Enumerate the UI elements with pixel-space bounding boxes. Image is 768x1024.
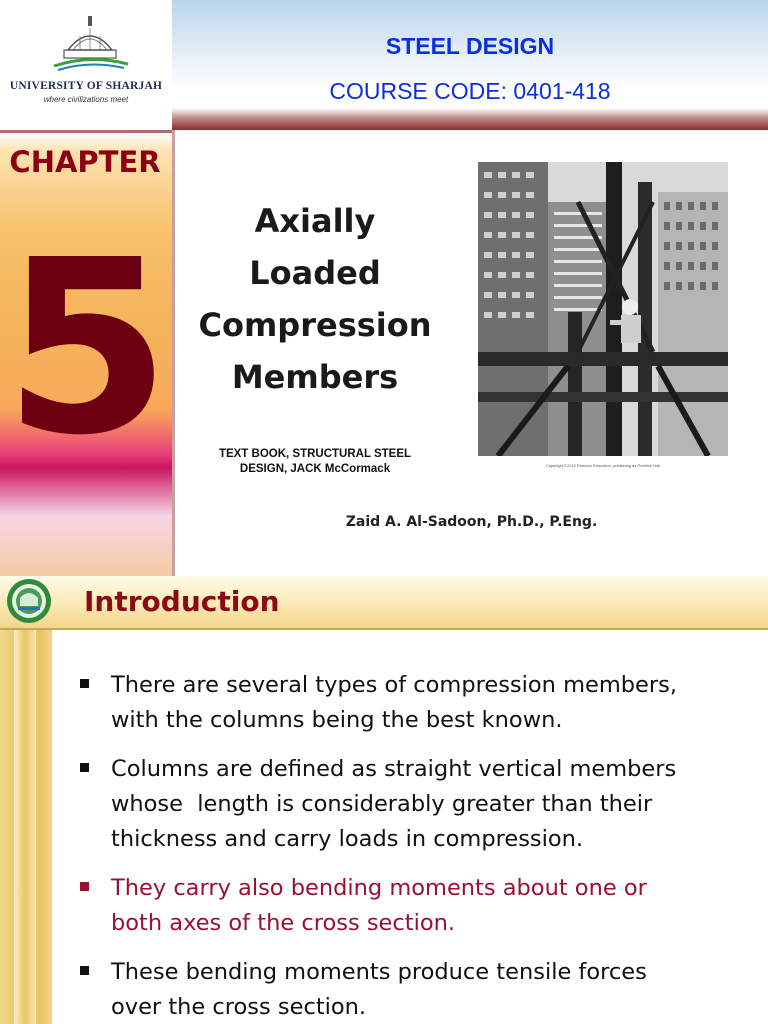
bullet-line: thickness and carry loads in compression. (111, 826, 584, 852)
university-tagline: where civilizations meet (43, 95, 129, 104)
course-title: STEEL DESIGN (385, 33, 555, 59)
bullet-line: over the cross section. (111, 994, 367, 1020)
bullet-list (80, 668, 760, 1024)
bullet-line: There are several types of compression members, (111, 672, 678, 698)
column-divider (172, 130, 175, 576)
chapter-label: CHAPTER (9, 145, 161, 179)
square-bullet-icon (80, 882, 89, 891)
bullet-item (80, 752, 760, 857)
square-bullet-icon (80, 679, 89, 688)
introduction-slide (0, 576, 768, 1024)
textbook-line: TEXT BOOK, STRUCTURAL STEEL (218, 448, 412, 460)
dome-icon (40, 14, 140, 74)
title-line: Loaded (249, 254, 381, 292)
photo-copyright: Copyright ©2012 Pearson Education, publishing as Prentice Hall (545, 463, 661, 468)
university-logo (0, 0, 172, 128)
slide-title: Introduction (84, 585, 280, 618)
textbook-reference (190, 447, 440, 477)
chapter-panel (0, 130, 174, 576)
bullet-line: with the columns being the best known. (111, 707, 563, 733)
bullet-line: They carry also bending moments about one or (111, 875, 647, 901)
bullet-line: whose length is considerably greater than their (111, 791, 653, 817)
title-line: Compression (198, 306, 432, 344)
bullet-item (80, 955, 760, 1024)
square-bullet-icon (80, 966, 89, 975)
steel-construction-photo (478, 162, 728, 456)
square-bullet-icon (80, 763, 89, 772)
university-seal-icon (6, 578, 52, 624)
course-header (172, 0, 768, 130)
textbook-line: DESIGN, JACK McCormack (239, 463, 391, 475)
bullet-line: Columns are defined as straight vertical members (111, 756, 677, 782)
bullet-item-highlighted (80, 871, 760, 941)
bullet-item (80, 668, 760, 738)
title-line: Axially (254, 202, 376, 240)
chapter-number: 5 (3, 208, 171, 488)
decorative-strip (0, 630, 52, 1024)
slide-title-bar (0, 576, 768, 630)
course-code: COURSE CODE: 0401-418 (329, 78, 611, 104)
bullet-line: both axes of the cross section. (111, 910, 456, 936)
title-line: Members (231, 358, 399, 396)
construction-image (478, 162, 728, 456)
university-name: UNIVERSITY OF SHARJAH (9, 80, 163, 92)
lecture-title (190, 195, 440, 403)
author-name: Zaid A. Al-Sadoon, Ph.D., P.Eng. (345, 514, 598, 530)
bullet-line: These bending moments produce tensile forces (111, 959, 647, 985)
